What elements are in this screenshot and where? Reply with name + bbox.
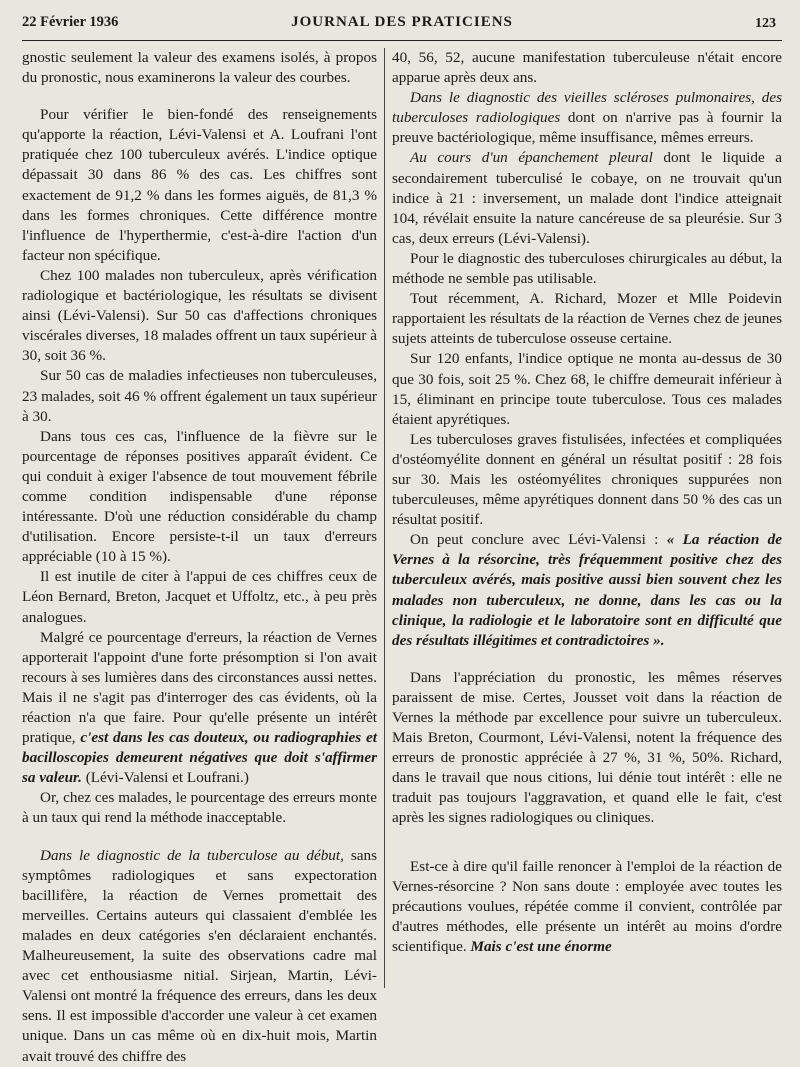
paragraph: Pour le diagnostic des tuberculoses chirurgicales au début, la méthode ne semble pas utilisable. — [392, 249, 782, 288]
paragraph: 40, 56, 52, aucune manifestation tuberculeuse n'était encore apparue après deux ans. — [392, 49, 782, 87]
paragraph: Chez 100 malades non tuberculeux, après vérification radiologique et bactériologique, les résultats se divisent ainsi (Lévi-Valensi). Sur 50 cas d'affections chroniques viscérales diverses, 18 malades offrent un taux supérieur à 30, soit 36 %. — [22, 266, 377, 365]
paragraph: Pour vérifier le bien-fondé des renseignements qu'apporte la réaction, Lévi-Valensi et A. Loufrani l'ont pratiquée chez 100 tuberculeux avérés. L'indice optique dépassait 30 dans 86 % des cas. Les chiffres sont exactement de 91,2 % dans les formes aiguës, de 81,3 % dans les formes chroniques. Cette différence montre l'influence de l'hyperthermie, c'est-à-dire l'action d'un facteur non spécifique. — [22, 106, 377, 264]
emphasis-run: Au cours d'un épanchement pleural — [410, 149, 653, 167]
paragraph: Sur 120 enfants, l'indice optique ne monta au-dessus de 30 que 30 fois, soit 25 %. Chez 68, le chiffre demeurait inférieur à 15, éliminant en principe toute tuberculose. Tous ces malades étaient apyrétiques. — [392, 350, 782, 428]
column-divider — [384, 48, 385, 988]
text-run: On peut conclure avec Lévi-Valensi : — [410, 531, 667, 549]
emphasis-run: Mais c'est une énorme — [470, 937, 612, 955]
issue-date: 22 Février 1936 — [22, 14, 119, 30]
right-column — [392, 48, 782, 957]
paragraph — [22, 628, 377, 789]
text-run: dont le liquide a secondairement tuberculisé le cobaye, on ne trouvait qu'un indice à 21 : inversement, un malade dont l'indice atteignait 104, révélait ensuite la nature cancéreuse de sa pleurésie. Sur 3 cas, deux erreurs (Lévi-Valensi). — [392, 149, 782, 247]
paragraph — [392, 530, 782, 651]
emphasis-run: c'est dans les cas douteux, ou radiographies et bacilloscopies demeurent négatives que doit s'affirmer sa valeur. — [22, 729, 377, 787]
journal-title: JOURNAL DES PRATICIENS — [291, 14, 513, 30]
text-run: sans symptômes radiologiques et sans expectoration bacillifère, la réaction de Vernes promettait des merveilles. Certains auteurs qui classaient d'emblée les malades en deux catégories s'en déclaraient enchantés. Malheureusement, la suite des observations cadre mal avec cet enthousiasme nitial. Sirjean, Martin, Lévi-Valensi ont montré la fréquence des erreurs, dans les deux sens. Il est impossible d'accorder une valeur à cet examen unique. Dans un cas même où en dix-huit mois, Martin avait trouvé des chiffre des — [22, 846, 377, 1065]
paragraph: Il est inutile de citer à l'appui de ces chiffres ceux de Léon Bernard, Breton, Jacquet et Uffoltz, etc., à peu près analogues. — [22, 568, 377, 626]
text-run: dont on n'arrive pas à fournir la preuve bactériologique, même insuffisance, mêmes erreurs. — [392, 109, 782, 147]
paragraph — [392, 857, 782, 957]
paragraph — [392, 148, 782, 248]
emphasis-run: Dans le diagnostic des vieilles scléroses pulmonaires, des tuberculoses radiologiques — [392, 89, 782, 127]
left-column — [22, 48, 377, 1067]
quotation-run: « La réaction de Vernes à la résorcine, très fréquemment positive chez des tuberculeux avérés, mais positive aussi bien souvent chez les malades non tuberculeux, ne donne, dans les cas ou la clinique, la radiologie et le laboratoire sont en difficulté que des résultats illégitimes et contradictoires ». — [392, 531, 783, 649]
text-run: Malgré ce pourcentage d'erreurs, la réaction de Vernes apporterait l'appoint d'une forte présomption si l'on avait recours à ses lumières dans des circonstances aussi nettes. Mais il ne s'agit pas d'interroger des cas évidents, où la réaction n'a que faire. Pour qu'elle présente un intérêt pratique, — [22, 628, 377, 747]
paragraph — [22, 846, 377, 1067]
paragraph: Or, chez ces malades, le pourcentage des erreurs monte à un taux qui rend la méthode inacceptable. — [22, 789, 377, 827]
paragraph: Sur 50 cas de maladies infectieuses non tuberculeuses, 23 malades, soit 46 % offrent également un taux supérieur à 30. — [22, 367, 377, 425]
emphasis-run: Dans le diagnostic de la tuberculose au début, — [40, 846, 344, 864]
paragraph — [392, 88, 782, 148]
paragraph: Les tuberculoses graves fistulisées, infectées et compliquées d'ostéomyélite donnent en général un résultat positif : 28 fois sur 30. Mais les ostéomyélites chroniques suppurées non tuberculeuses, même apyrétiques donnent dans 50 % des cas un résultat positif. — [392, 430, 782, 529]
citation-run: (Lévi-Valensi et Loufrani.) — [81, 769, 249, 787]
text-run: Est-ce à dire qu'il faille renoncer à l'emploi de la réaction de Vernes-résorcine ? Non sans doute : employée avec toutes les précautions voulues, répétée comme il convient, contrôlée par d'autres méthodes, elle présente un intérêt au moins d'ordre scientifique. — [392, 857, 782, 955]
paragraph: Dans tous ces cas, l'influence de la fièvre sur le pourcentage de réponses positives apparaît évident. Ce qui conduit à exiger l'absence de tout mouvement fébrile comme condition indispensable d'une réponse intéressante. D'où une réduction considérable du champ d'utilisation. Encore persiste-t-il un taux d'erreurs appréciable (10 à 15 %). — [22, 427, 377, 566]
page-header — [22, 14, 782, 41]
page-number: 123 — [755, 16, 776, 31]
paragraph: Tout récemment, A. Richard, Mozer et Mlle Poidevin rapportaient les résultats de la réaction de Vernes chez de jeunes sujets atteints de tuberculose osseuse certaine. — [392, 290, 782, 348]
paragraph: gnostic seulement la valeur des examens isolés, à propos du pronostic, nous examinerons la valeur des courbes. — [22, 49, 377, 87]
paragraph: Dans l'appréciation du pronostic, les mêmes réserves paraissent de mise. Certes, Jousset voit dans la réaction de Vernes la méthode par excellence pour suivre un tuberculeux. Mais Breton, Courmont, Lévi-Valensi, notent la fréquence des erreurs de pronostic appréciée à 27 %, 31 %, 50%. Richard, dans le travail que nous citions, lui dénie tout intérêt : elle ne traduit pas toujours l'aggravation, et quand elle le fait, c'est après les signes radiologiques ou cliniques. — [392, 668, 782, 827]
